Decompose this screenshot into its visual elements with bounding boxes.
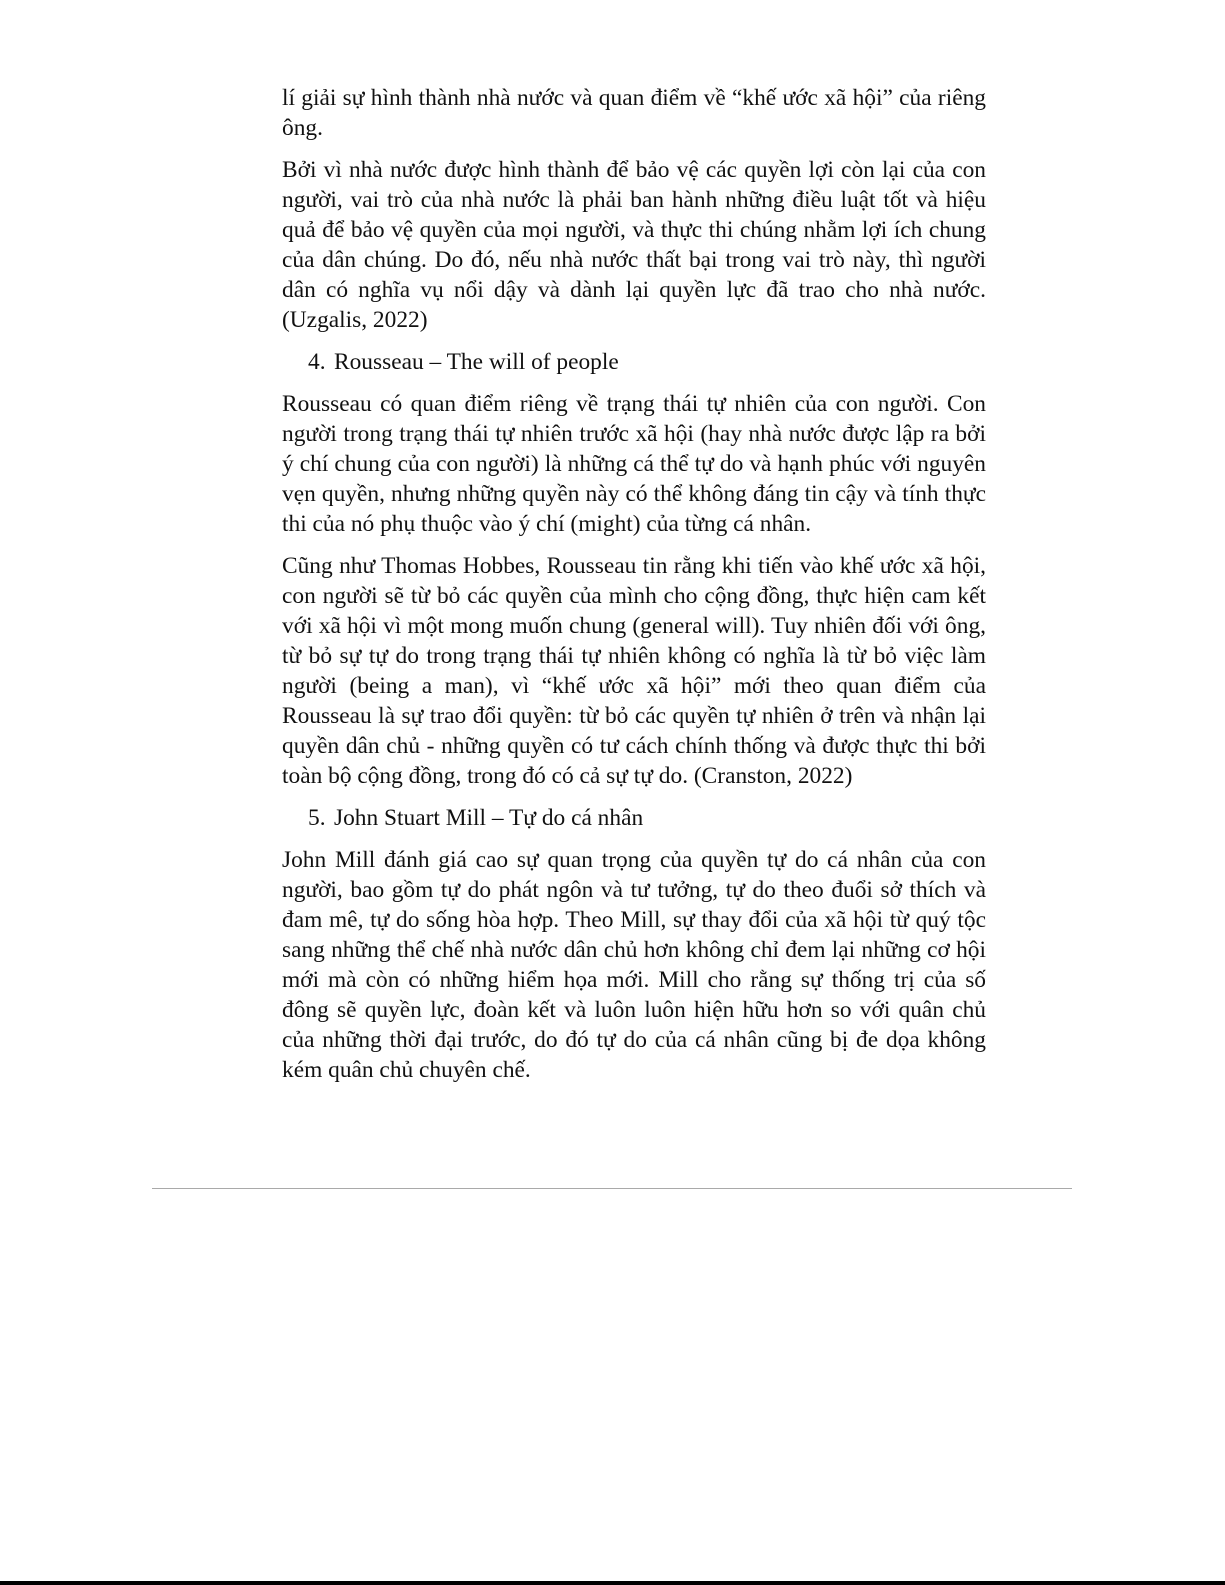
paragraph-rousseau-social-contract: Cũng như Thomas Hobbes, Rousseau tin rằng khi tiến vào khế ước xã hội, con người sẽ từ bỏ các quyền của mình cho cộng đồng, thực hiện cam kết với xã hội vì một mong muốn chung (general will). Tuy nhiên đối với ông, từ bỏ sự tự do trong trạng thái tự nhiên không có nghĩa là từ bỏ việc làm người (being a man), vì “khế ước xã hội” mới theo quan điểm của Rousseau là sự trao đổi quyền: từ bỏ các quyền tự nhiên ở trên và nhận lại quyền dân chủ - những quyền có tư cách chính thống và được thực thi bởi toàn bộ cộng đồng, trong đó có cả sự tự do. (Cranston, 2022) — [282, 553, 986, 789]
page-footer-divider — [152, 1188, 1072, 1189]
section-number: 4. — [308, 349, 326, 375]
paragraph-locke-conclusion: lí giải sự hình thành nhà nước và quan điểm về “khế ước xã hội” của riêng ông. — [282, 85, 986, 141]
paragraph-state-role: Bởi vì nhà nước được hình thành để bảo vệ các quyền lợi còn lại của con người, vai trò của nhà nước là phải ban hành những điều luật tốt và hiệu quả để bảo vệ quyền của mọi người, và thực thi chúng nhằm lợi ích chung của dân chúng. Do đó, nếu nhà nước thất bại trong vai trò này, thì người dân có nghĩa vụ nổi dậy và dành lại quyền lực đã trao cho nhà nước. (Uzgalis, 2022) — [282, 157, 986, 333]
section-heading-rousseau — [282, 347, 986, 377]
section-heading-mill — [282, 803, 986, 833]
section-title: Rousseau – The will of people — [334, 349, 619, 375]
paragraph-mill-liberty: John Mill đánh giá cao sự quan trọng của quyền tự do cá nhân của con người, bao gồm tự do phát ngôn và tư tưởng, tự do theo đuổi sở thích và đam mê, tự do sống hòa hợp. Theo Mill, sự thay đổi của xã hội từ quý tộc sang những thể chế nhà nước dân chủ hơn không chỉ đem lại những cơ hội mới mà còn có những hiểm họa mới. Mill cho rằng sự thống trị của số đông sẽ quyền lực, đoàn kết và luôn luôn hiện hữu hơn so với quân chủ của những thời đại trước, do đó tự do của cá nhân cũng bị đe dọa không kém quân chủ chuyên chế. — [282, 847, 986, 1083]
section-title: John Stuart Mill – Tự do cá nhân — [334, 805, 644, 831]
paragraph-rousseau-natural-state: Rousseau có quan điểm riêng về trạng thái tự nhiên của con người. Con người trong trạng thái tự nhiên trước xã hội (hay nhà nước được lập ra bởi ý chí chung của con người) là những cá thể tự do và hạnh phúc với nguyên vẹn quyền, nhưng những quyền này có thể không đáng tin cậy và tính thực thi của nó phụ thuộc vào ý chí (might) của từng cá nhân. — [282, 391, 986, 537]
section-number: 5. — [308, 805, 326, 831]
page-bottom-edge — [0, 1581, 1225, 1585]
page-body — [282, 83, 986, 1097]
